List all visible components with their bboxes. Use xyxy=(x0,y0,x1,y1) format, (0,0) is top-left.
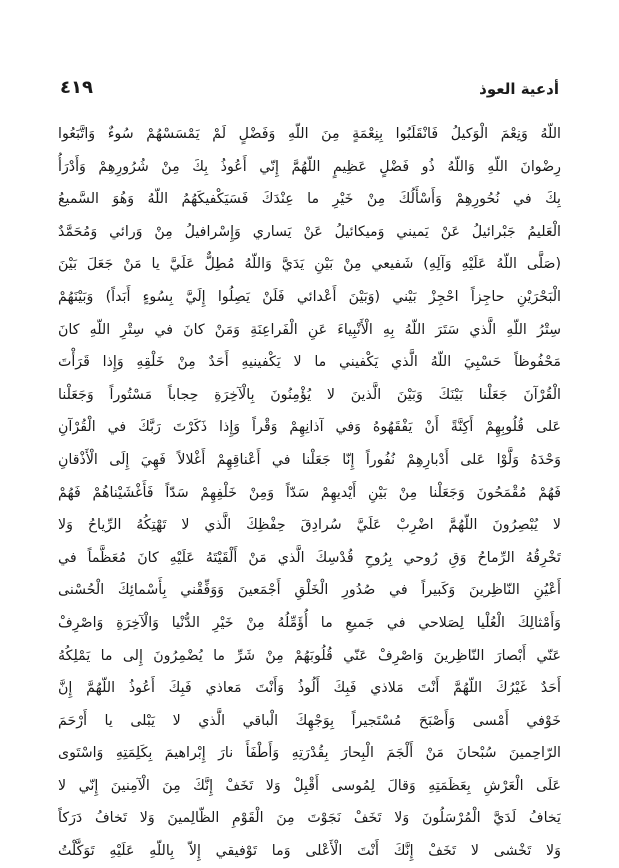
text-line: مَحْفُوظاً حَسْبِيَ اللّهُ الَّذي يَكْفيني ما لا يَكْفينيهِ أَحَدٌ مِنْ خَلْقِهِ وَإِذا قَرَأْتَ xyxy=(58,354,561,371)
text-line: خَوْفي أَمْسى وَأَصْبَحَ مُسْتَجيراً بِوَجْهِكَ الْباقي الَّذي لا يَبْلى يا أَرْحَمَ xyxy=(58,712,561,729)
supplication-text xyxy=(58,118,561,868)
text-line: الْقُرْآنَ جَعَلْنا بَيْنَكَ وَبَيْنَ الَّذينَ لا يُؤْمِنُونَ بِالْآخِرَةِ حِجاباً مَسْتُوراً وَجَعَلْنا xyxy=(58,386,561,403)
text-line: سِتْرُ اللّهِ الَّذي سَتَرَ اللّهُ بِهِ الْأَنْبِياءَ عَنِ الْفَراعِنَةِ وَمَنْ كانَ في سِتْرِ اللّهِ كانَ xyxy=(58,321,561,338)
text-line: عَنّي أَبْصارَ النّاظِرينَ وَاصْرِفْ عَنّي قُلُوبَهُمْ مِنْ شَرِّ ما يُضْمِرُونَ إِلى ما يَمْلِكُهُ xyxy=(58,647,561,664)
page-number: ٤١٩ xyxy=(60,77,93,98)
text-line: فَهُمْ مُقْمَحُونَ وَجَعَلْنا مِنْ بَيْنِ أَيْديهِمْ سَدّاً وَمِنْ خَلْفِهِمْ سَدّاً فَأَغْشَيْناهُمْ فَهُمْ xyxy=(58,484,561,501)
text-line: يَخافُ لَدَيَّ الْمُرْسَلُونَ وَلا تَخَفْ نَجَوْتَ مِنَ الْقَوْمِ الظّالِمينَ وَلا تَخافُ دَرَكاً xyxy=(58,810,561,827)
text-line: بِكَ في نُحُورِهِمْ وَأَسْأَلُكَ مِنْ خَيْرِ ما عِنْدَكَ فَسَيَكْفيكَهُمُ اللّهُ وَهُوَ السَّميعُ xyxy=(58,191,561,208)
text-line: الْبَحْرَيْنِ حاجِزاً احْجِزْ بَيْني (وَبَيْنَ أَعْدائي فَلَنْ يَصِلُوا إِلَيَّ بِسُوءٍ أَبَداً) وَبَيْنَهُمْ xyxy=(58,288,561,305)
text-line: (صَلَّى اللّهُ عَلَيْهِ وَآلِهِ) شَفيعي مِنْ بَيْنِ يَدَيَّ وَاللّهُ مُطِلٌّ عَلَيَّ يا مَنْ جَعَلَ بَيْنَ xyxy=(58,256,561,273)
text-line: أَحَدٌ غَيْرُكَ اللّهُمَّ أَنْتَ مَلاذي فَبِكَ أَلُوذُ وَأَنْتَ مَعاذي فَبِكَ أَعُوذُ اللّهُمَّ إِنَّ xyxy=(58,680,561,697)
text-line: أَعْيُنِ النّاظِرينَ وَكَبيراً في صُدُورِ الْخَلْقِ أَجْمَعينَ وَوَفِّقْني بِأَسْمائِكَ الْحُسْنى xyxy=(58,582,561,599)
text-line: الْعَليمُ جَبْرائيلُ عَنْ يَميني وَميكائيلُ عَنْ يَساري وَإِسْرافيلُ مِنْ وَرائي وَمُحَمَّدٌ xyxy=(58,223,561,240)
text-line: اللّهُ وَنِعْمَ الْوَكيلُ فَانْقَلَبُوا بِنِعْمَةٍ مِنَ اللّهِ وَفَضْلٍ لَمْ يَمْسَسْهُمْ سُوءٌ وَاتَّبَعُوا xyxy=(58,126,561,142)
text-line: لا يُبْصِرُونَ اللّهُمَّ اضْرِبْ عَلَيَّ سُرادِقَ حِفْظِكَ الَّذي لا تَهْتِكُهُ الرِّياحُ وَلا xyxy=(58,517,561,534)
text-line: تَخْرِقُهُ الرِّماحُ وَقِ رُوحي بِرُوحِ قُدْسِكَ الَّذي مَنْ أَلْقَيْتَهُ عَلَيْهِ كانَ مُعَظَّماً في xyxy=(58,549,561,566)
text-line: رِضْوانَ اللّهِ وَاللّهُ ذُو فَضْلٍ عَظِيمٍ اللّهُمَّ إِنّي أَعُوذُ بِكَ مِنْ شُرُورِهِمْ وَأَدْرَأُ xyxy=(58,158,561,175)
text-line: عَلَى الْعَرْشِ بِعَظَمَتِهِ وَقالَ لِمُوسى أَقْبِلْ وَلا تَخَفْ إِنَّكَ مِنَ الْآمِنينَ إِنّي لا xyxy=(58,777,561,794)
text-line: عَلى قُلُوبِهِمْ أَكِنَّةً أَنْ يَفْقَهُوهُ وَفي آذانِهِمْ وَقْراً وَإِذا ذَكَرْتَ رَبَّكَ في الْقُرْآنِ xyxy=(58,419,561,436)
text-line: وَحْدَهُ وَلَّوْا عَلى أَدْبارِهِمْ نُفُوراً إِنّا جَعَلْنا في أَعْناقِهِمْ أَغْلالاً فَهِيَ إِلَى الْأَذْقانِ xyxy=(58,451,561,468)
text-line: الرّاحِمينَ سُبْحانَ مَنْ أَلْجَمَ الْبِحارَ بِقُدْرَتِهِ وَأَطْفَأَ نارَ إِبْراهيمَ بِكَلِمَتِهِ وَاسْتَوى xyxy=(58,745,561,762)
text-line: وَلا تَخْشى لا تَخَفْ إِنَّكَ أَنْتَ الْأَعْلى وَما تَوْفيقي إِلاّ بِاللّهِ عَلَيْهِ تَوَكَّلْتُ xyxy=(58,843,561,860)
running-header xyxy=(60,72,559,98)
chapter-title: أدعية العوذ xyxy=(479,80,559,98)
text-line: وَأَمْثالِكَ الْعُلْيا لِصَلاحي في جَميعِ ما أُؤَمِّلُهُ مِنْ خَيْرِ الدُّنْيا وَالْآخِرَةِ وَاصْرِفْ xyxy=(58,614,561,631)
